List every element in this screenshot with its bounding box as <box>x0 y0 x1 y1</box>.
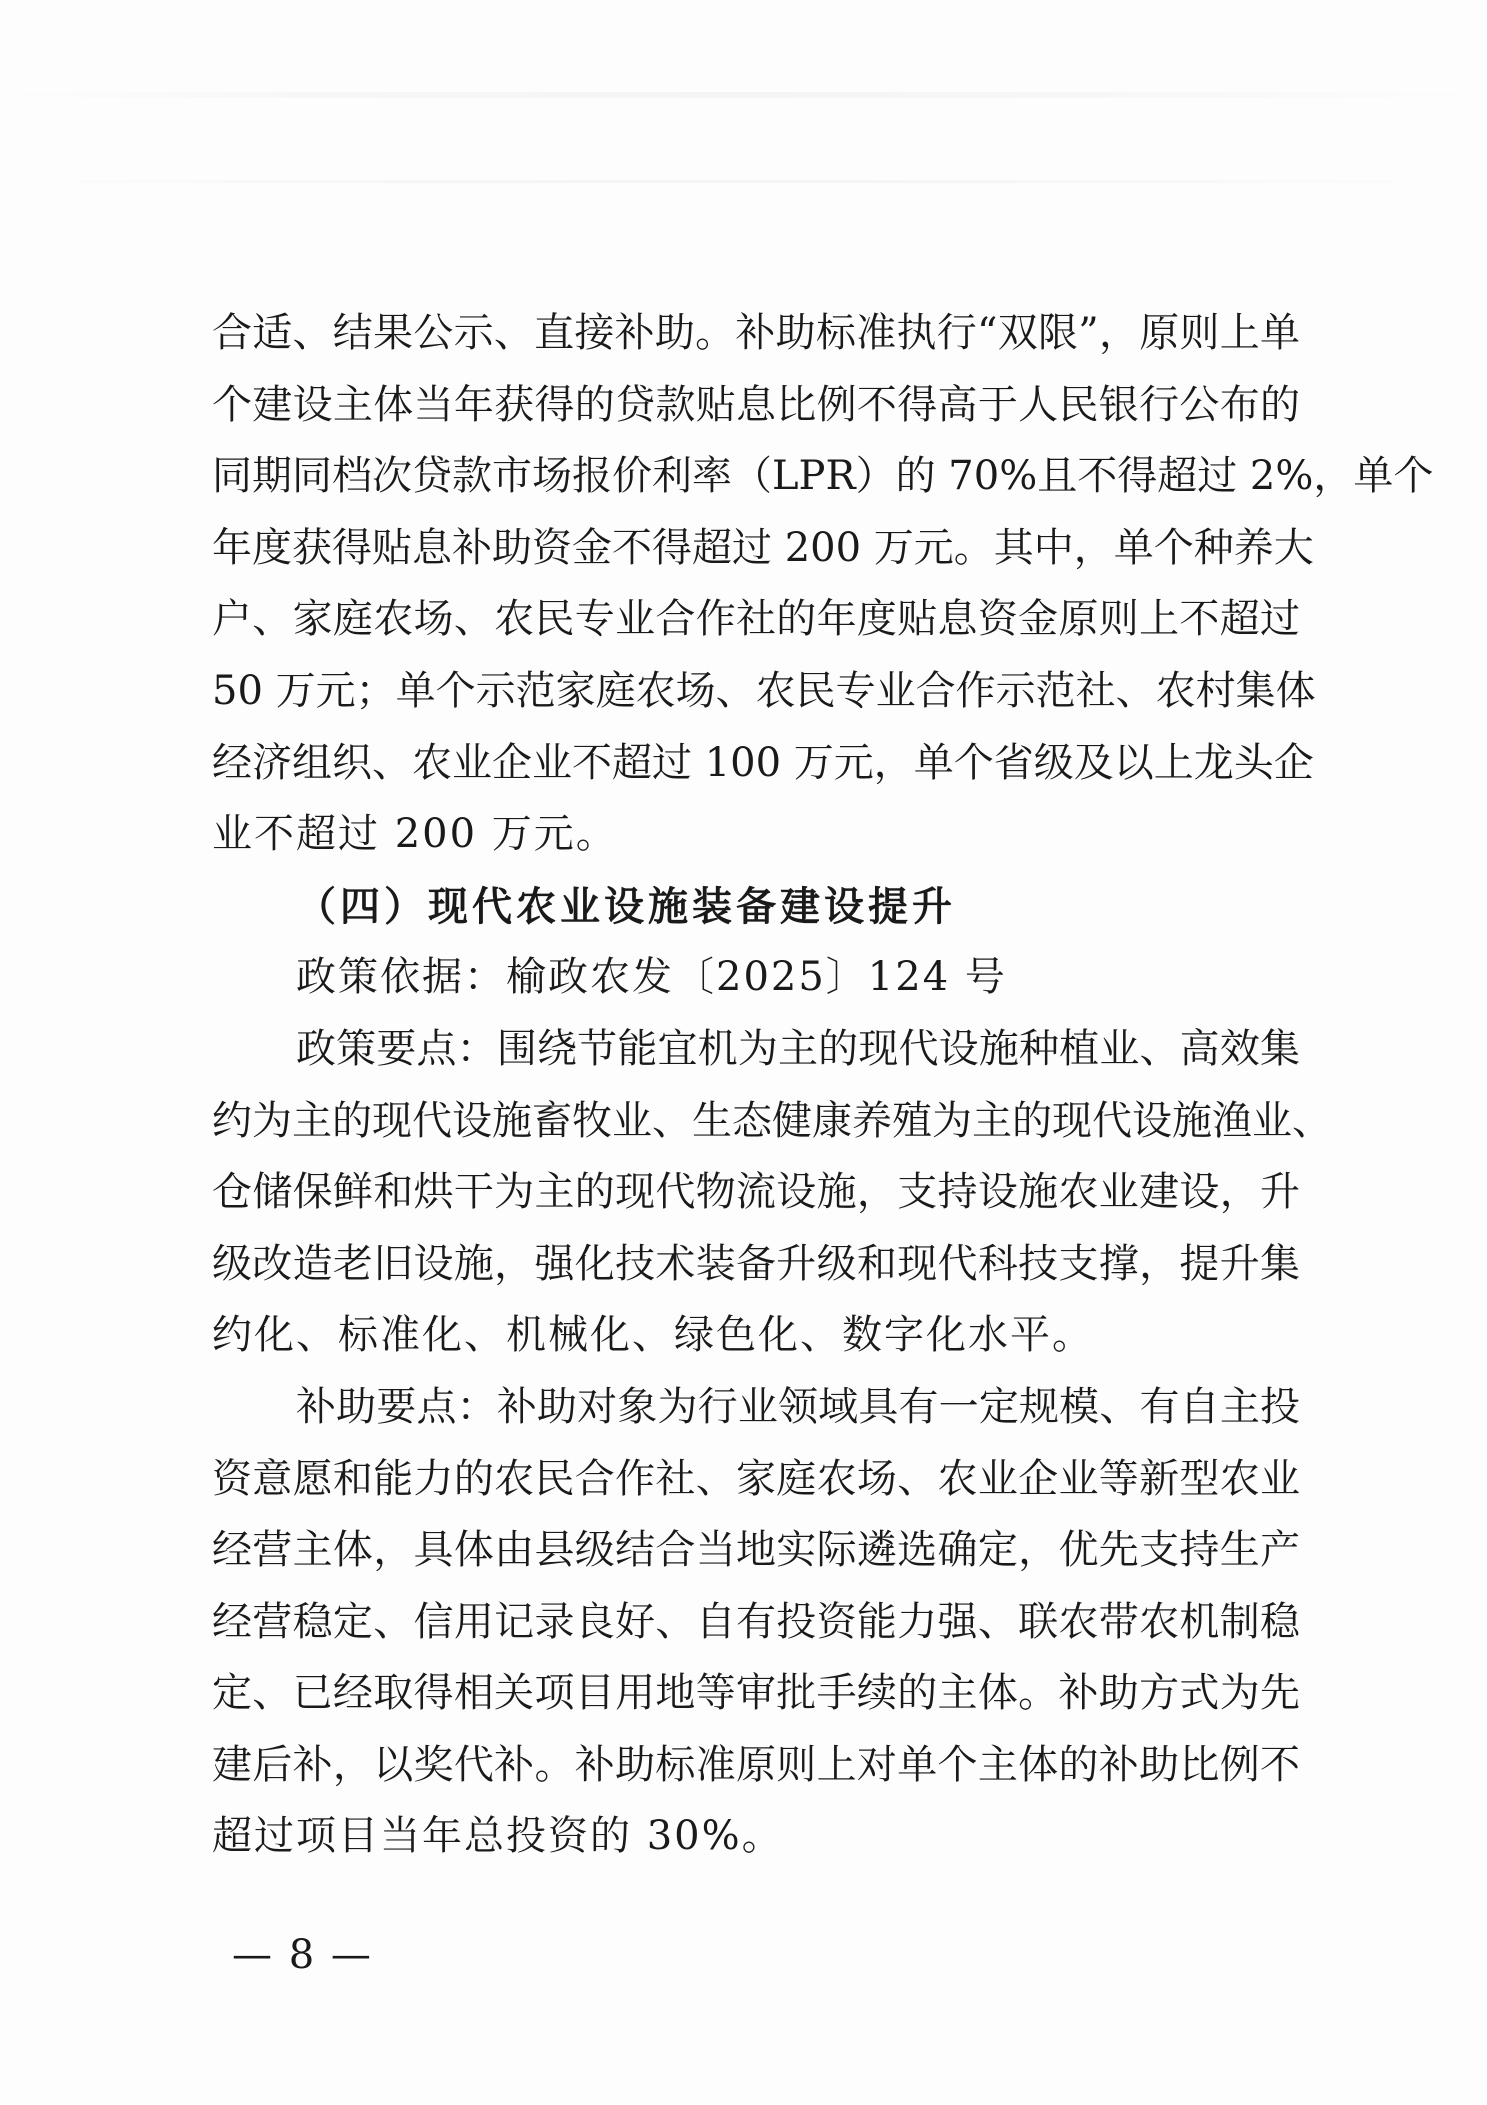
body-line: 资意愿和能力的农民合作社、家庭农场、农业企业等新型农业 <box>212 1455 1300 1502</box>
body-line: 建后补，以奖代补。补助标准原则上对单个主体的补助比例不 <box>212 1741 1300 1788</box>
body-line: 个建设主体当年获得的贷款贴息比例不得高于人民银行公布的 <box>212 381 1300 428</box>
scan-artifact <box>0 180 1487 183</box>
body-line: 约为主的现代设施畜牧业、生态健康养殖为主的现代设施渔业、 <box>212 1097 1332 1144</box>
policy-basis: 政策依据：榆政农发〔2025〕124 号 <box>296 954 1007 1001</box>
body-line: 同期同档次贷款市场报价利率（LPR）的 70%且不得超过 2%，单个 <box>212 453 1434 500</box>
document-body <box>212 298 1434 1873</box>
body-line: 补助要点：补助对象为行业领域具有一定规模、有自主投 <box>296 1383 1300 1430</box>
body-line: 经营稳定、信用记录良好、自有投资能力强、联农带农机制稳 <box>212 1598 1300 1645</box>
body-line: 约化、标准化、机械化、绿色化、数字化水平。 <box>212 1312 1094 1359</box>
body-line: 50 万元；单个示范家庭农场、农民专业合作示范社、农村集体 <box>212 667 1316 714</box>
scan-artifact <box>0 92 1487 98</box>
body-line: 级改造老旧设施，强化技术装备升级和现代科技支撑，提升集 <box>212 1240 1300 1287</box>
page-number: — 8 — <box>232 1932 373 1978</box>
body-line: 政策要点：围绕节能宜机为主的现代设施种植业、高效集 <box>296 1025 1300 1072</box>
body-line: 仓储保鲜和烘干为主的现代物流设施，支持设施农业建设，升 <box>212 1169 1300 1216</box>
body-line: 经济组织、农业企业不超过 100 万元，单个省级及以上龙头企 <box>212 739 1314 786</box>
body-line: 超过项目当年总投资的 30%。 <box>212 1813 784 1860</box>
body-line: 户、家庭农场、农民专业合作社的年度贴息资金原则上不超过 <box>212 596 1300 643</box>
body-line: 经营主体，具体由县级结合当地实际遴选确定，优先支持生产 <box>212 1527 1300 1574</box>
body-line: 年度获得贴息补助资金不得超过 200 万元。其中，单个种养大 <box>212 524 1314 571</box>
section-heading: （四）现代农业设施装备建设提升 <box>296 882 956 930</box>
body-line: 合适、结果公示、直接补助。补助标准执行“双限”，原则上单 <box>212 310 1300 356</box>
body-line: 业不超过 200 万元。 <box>212 811 618 858</box>
body-line: 定、已经取得相关项目用地等审批手续的主体。补助方式为先 <box>212 1670 1300 1717</box>
